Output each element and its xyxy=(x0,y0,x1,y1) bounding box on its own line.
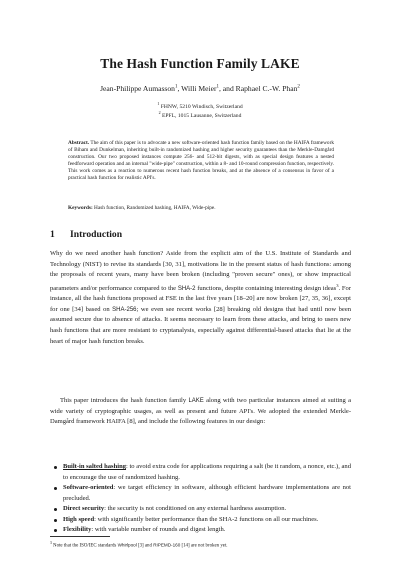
paragraph-text: functions, despite containing interesting design ideas xyxy=(197,284,337,292)
abstract xyxy=(68,140,334,182)
author-separator: , and xyxy=(219,84,236,93)
algorithm-name: Whirlpool xyxy=(117,542,137,548)
bullet-icon xyxy=(54,487,57,490)
author-name: Raphael C.-W. Phan xyxy=(235,84,298,93)
bullet-icon xyxy=(54,466,57,469)
section-heading xyxy=(50,229,122,240)
list-item xyxy=(50,525,351,536)
keywords-text: Hash function, Randomized hashing, HAIFA, Wide-pipe. xyxy=(94,205,216,211)
feature-label: Software-oriented xyxy=(63,484,114,492)
section-title: Introduction xyxy=(70,229,123,240)
author-name: Jean-Philippe Aumasson xyxy=(100,84,175,93)
footnote-text: [14] are not broken yet. xyxy=(181,543,228,549)
paragraph-text: This paper introduces the hash function family xyxy=(60,397,187,404)
feature-list xyxy=(50,462,351,536)
paper-title: The Hash Function Family LAKE xyxy=(100,56,300,71)
affiliation-line xyxy=(0,101,400,110)
algorithm-name: SHA-2 xyxy=(177,285,196,292)
author-separator: , xyxy=(177,84,182,93)
algorithm-name: RIPEMD-160 xyxy=(153,542,181,548)
paragraph-text: . For instance, all the hash functions proposed at FSE in the last five years [18–20] are now broken [27, 35, 36], except for one [34] based on xyxy=(50,284,351,313)
bullet-icon xyxy=(54,529,57,532)
author-list xyxy=(0,84,400,93)
footnote-mark: 3 xyxy=(50,541,52,545)
footnote-text: [3] and xyxy=(137,543,152,549)
affiliation-text: EPFL, 1015 Lausanne, Switzerland xyxy=(162,112,242,119)
feature-label: High speed xyxy=(63,515,95,523)
affiliation-mark: 2 xyxy=(297,84,300,90)
footnote-text: Note that the ISO/IEC standards xyxy=(53,543,117,549)
algorithm-name: LAKE xyxy=(188,398,204,404)
bullet-icon xyxy=(54,519,57,522)
paragraph-text: ; we even see recent works [28] breaking old designs that had until now been assumed secure due to absence of attacks. It seems necessary to learn from these attacks, and bring to users new hash functions that are more resistant to cryptanalysis, especially against differential-based attacks that lie at the heart of major hash function breaks. xyxy=(50,305,351,345)
affiliation-text: FHNW, 5210 Windisch, Switzerland xyxy=(160,103,243,110)
paragraph-text: along with two particular instances aimed at suiting a wide variety of cryptographic usages, as well as present and future API's. We adopted the extended Merkle-Damgård framework HAIFA [8], and include the following features in our design: xyxy=(50,397,351,426)
list-item xyxy=(50,515,351,526)
list-item xyxy=(50,483,351,504)
paragraph-text: Why do we need another hash function? Aside from the explicit aim of the U.S. Institute of Standards and Technology (NIST) to revise its standards [30, 31], motivations lie in the present status of hash functions: among the proposals of recent years, many have been broken (including "proven secure" ones), or show impractical parameters and/or performance compared to the xyxy=(50,250,351,292)
feature-text: : with variable number of rounds and digest length. xyxy=(91,526,226,534)
affiliation-mark: 2 xyxy=(158,110,161,115)
affiliation-mark: 1 xyxy=(216,84,219,90)
affiliation-mark: 1 xyxy=(174,84,178,90)
abstract-label: Abstract. xyxy=(68,140,90,146)
abstract-text: The aim of this paper is to advocate a new software-oriented hash function family based on the HAIFA framework of Biham and Dunkelman, inheriting built-in randomized hashing and higher security guarantees than the Merkle-Damgård construction. Our two proposed instances compute 256- and 512-bit digests, with as special design features a nested feedforward operation and an internal "wide-pipe" construction, within a 8- and 10-round compression function, respectively. This work comes as a reaction to numerous recent hash function breaks, and at the absence of a consensus in favor of a practical hash function for realistic API's. xyxy=(68,140,334,182)
affiliation-mark: 1 xyxy=(157,101,160,106)
affiliation-line xyxy=(0,110,400,119)
footnote xyxy=(50,541,351,549)
body-paragraph xyxy=(50,249,351,347)
footnote-mark: 3 xyxy=(336,282,339,288)
feature-label: Flexibility xyxy=(63,526,92,534)
footnote-divider xyxy=(50,536,110,537)
body-paragraph xyxy=(50,396,351,428)
keywords-label: Keywords: xyxy=(68,205,93,211)
list-item xyxy=(50,462,351,483)
feature-label: Built-in salted hashing xyxy=(63,463,126,470)
bullet-icon xyxy=(54,508,57,511)
feature-text: : with significantly better performance than the SHA-2 functions on all our machines. xyxy=(94,515,319,523)
list-item xyxy=(50,504,351,515)
algorithm-name: SHA-256 xyxy=(112,306,137,313)
feature-text: : to avoid extra code for applications requiring a salt (be it random, a nonce, etc.), and to encourage the use of randomized hashing. xyxy=(63,463,351,481)
section-number: 1 xyxy=(50,229,55,240)
author-name: Willi Meier xyxy=(181,84,217,93)
feature-text: : the security is not conditioned on any external hardness assumption. xyxy=(104,505,287,513)
keywords xyxy=(68,205,334,211)
feature-text: : we target efficiency in software, although efficient hardware implementations are not precluded. xyxy=(63,484,351,502)
feature-label: Direct security xyxy=(63,505,105,513)
